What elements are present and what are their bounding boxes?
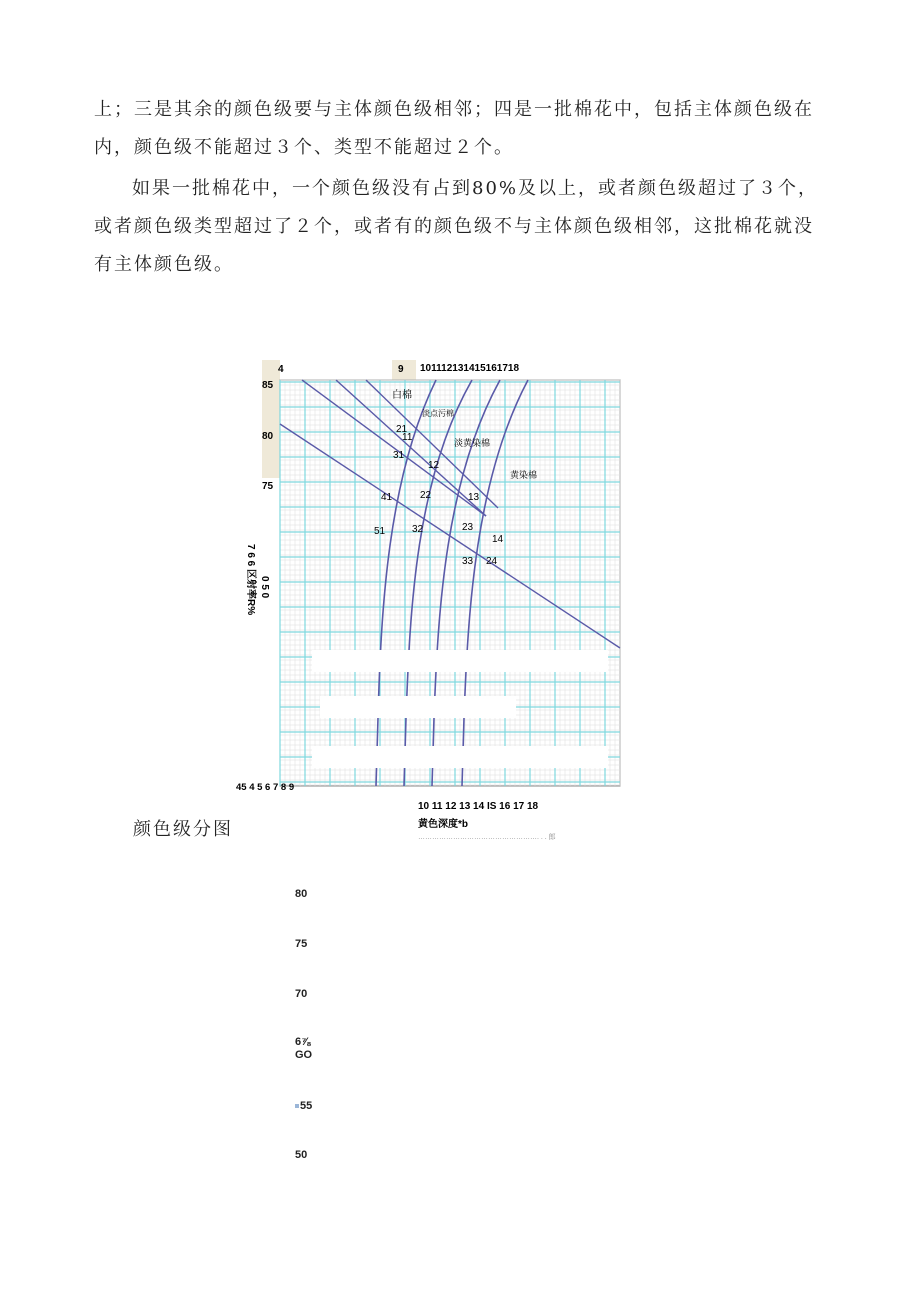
lower-tick-55-wrap (295, 1100, 312, 1112)
grade-label: 24 (486, 556, 498, 567)
lower-tick-55: 55 (300, 1100, 313, 1112)
grade-label: 23 (462, 522, 474, 533)
grade-label: 33 (462, 556, 474, 567)
lower-chart-axis (295, 880, 355, 1180)
grade-label: 21 (396, 424, 408, 435)
para1-line-1: 上；三是其余的颜色级要与主体颜色级相邻；四是一批棉花中，包括主体颜色级在 (94, 99, 814, 120)
top-tan-strip (392, 360, 416, 382)
x-bottom-right: 10 11 12 13 14 IS 16 17 18 (418, 801, 539, 812)
para2-line-2: 或者颜色级类型超过了２个，或者有的颜色级不与主体颜色级相邻，这批棉花就没 (94, 216, 814, 237)
lower-tick-80: 80 (295, 888, 308, 900)
para2-line-3: 有主体颜色级。 (94, 254, 234, 275)
para2-line-1: 如果一批棉花中，一个颜色级没有占到80%及以上，或者颜色级超过了３个， (132, 178, 819, 199)
x-axis-label: 黄色深度*b (418, 819, 468, 830)
para1-line-2: 内，颜色级不能超过３个、类型不能超过２个。 (94, 137, 514, 158)
lower-tick-go: GO (295, 1049, 313, 1061)
top-label-range: 101112131415161718 (420, 363, 520, 374)
grade-label: 51 (374, 526, 386, 537)
y-axis-label-extra: 0 5 0 (259, 576, 270, 599)
x-bottom-left: 45 4 5 6 7 8 9 (236, 782, 295, 793)
grade-label: 12 (428, 460, 440, 471)
y-tick-80: 80 (262, 431, 274, 442)
color-grade-chart (236, 358, 636, 848)
top-label-4: 4 (278, 364, 284, 375)
y-tick-75: 75 (262, 481, 274, 492)
grade-label: 13 (468, 492, 480, 503)
lower-tick-70: 70 (295, 988, 308, 1000)
y-axis-label: 7 6 6 区射率R% (245, 544, 256, 616)
region-label-light-spotted: 淡点污棉 (422, 409, 454, 418)
region-label-light-yellow: 淡黄染棉 (454, 439, 491, 449)
grade-label: 41 (381, 492, 393, 503)
region-label-yellow: 黄染棉 (510, 471, 538, 481)
figure-caption: 颜色级分图 (133, 819, 233, 840)
grade-label: 22 (420, 490, 432, 501)
paragraph-1 (94, 91, 834, 167)
footer-note: ……………………………………………. . . 郎 (418, 834, 556, 841)
paragraph-2 (94, 170, 834, 284)
grade-label: 32 (412, 524, 424, 535)
lower-tick-50: 50 (295, 1149, 308, 1161)
grade-label: 31 (393, 450, 405, 461)
chart-svg (236, 358, 636, 848)
left-tan-strip (262, 360, 280, 478)
mask-band-3 (312, 746, 608, 768)
lower-tick-65: 6⅞ (295, 1036, 311, 1048)
mask-band-2 (320, 696, 516, 718)
lower-tick-75: 75 (295, 938, 308, 950)
grade-label: 14 (492, 534, 504, 545)
mask-band-1 (312, 650, 608, 672)
top-label-9: 9 (398, 364, 404, 375)
grade-label: 11 (402, 432, 413, 443)
blue-square-icon (295, 1104, 299, 1108)
region-label-white: 白棉 (392, 390, 412, 401)
y-tick-85: 85 (262, 380, 274, 391)
